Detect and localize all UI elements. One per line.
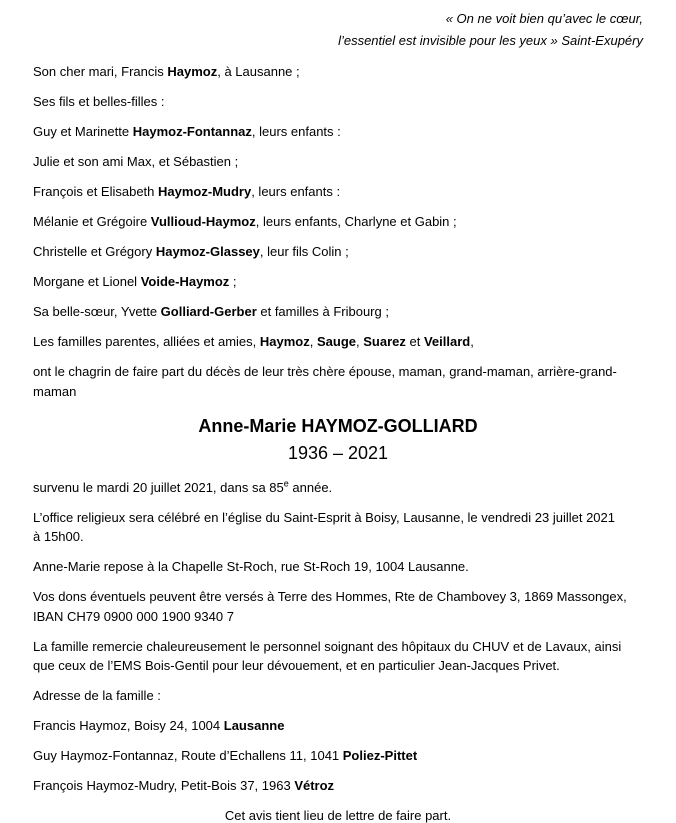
text-segment: ; xyxy=(229,274,237,289)
family-address-header xyxy=(33,686,643,706)
text-segment: et xyxy=(405,334,424,349)
family-surname: Haymoz-Glassey xyxy=(155,244,260,259)
family-surname: Sauge xyxy=(316,334,356,349)
grief-line-2: maman xyxy=(33,383,77,399)
address-francis-line xyxy=(33,716,643,736)
grandchild-melanie-line xyxy=(33,212,643,232)
sons-header-line xyxy=(33,92,643,112)
husband-line xyxy=(33,62,643,82)
text-segment: , xyxy=(470,334,474,349)
death-date-line xyxy=(33,478,643,498)
quote-line-1: « On ne voit bien qu’avec le cœur, xyxy=(445,11,643,26)
text-segment: Guy et Marinette xyxy=(33,124,133,139)
text-segment: , xyxy=(356,334,364,349)
text-segment: Son cher mari, Francis xyxy=(33,64,168,79)
ordinal-superscript: e xyxy=(283,478,289,489)
text-segment: Les familles parentes, alliées et amies, xyxy=(33,334,260,349)
text-segment: Christelle et Grégory xyxy=(33,244,156,259)
text-segment: Francis Haymoz, Boisy 24, 1004 xyxy=(33,718,224,733)
family-surname: Haymoz-Fontannaz xyxy=(132,124,252,139)
address-city: Poliez-Pittet xyxy=(342,748,418,763)
family-surname: Veillard xyxy=(423,334,471,349)
address-francois-line xyxy=(33,776,643,796)
text-segment: Guy Haymoz-Fontannaz, Route d’Echallens 11, 1041 xyxy=(33,748,343,763)
donations-iban-line: IBAN CH79 0900 000 1900 9340 7 xyxy=(33,608,234,624)
text-segment: Julie et son ami Max, et Sébastien ; xyxy=(33,154,239,169)
family-surname: Vullioud-Haymoz xyxy=(150,214,256,229)
text-segment: , à Lausanne ; xyxy=(217,64,300,79)
son-francois-line xyxy=(33,182,643,202)
sister-in-law-line xyxy=(33,302,643,322)
address-city: Lausanne xyxy=(223,718,285,733)
text-segment: , xyxy=(309,334,317,349)
family-surname: Suarez xyxy=(363,334,406,349)
family-surname: Haymoz xyxy=(167,64,218,79)
text-segment: Mélanie et Grégoire xyxy=(33,214,151,229)
thanks-paragraph xyxy=(33,637,643,676)
grandchild-morgane-line xyxy=(33,272,643,292)
text-segment: , leurs enfants : xyxy=(251,184,341,199)
family-surname: Golliard-Gerber xyxy=(160,304,257,319)
donations-line-1: Vos dons éventuels peuvent être versés à Terre des Hommes, Rte de Chambovey 3, 1869 Massongex, xyxy=(33,589,627,604)
text-segment: Anne-Marie repose à la Chapelle St-Roch, rue St-Roch 19, 1004 Lausanne. xyxy=(33,559,469,574)
family-surname: Haymoz xyxy=(259,334,310,349)
text-segment: Sa belle-sœur, Yvette xyxy=(33,304,161,319)
text-segment: François Haymoz-Mudry, Petit-Bois 37, 1963 xyxy=(33,778,295,793)
service-line-1: L’office religieux sera célébré en l’église du Saint-Esprit à Boisy, Lausanne, le vendredi 23 juillet 2021 xyxy=(33,509,615,525)
deceased-years: 1936 – 2021 xyxy=(287,442,389,463)
repose-line xyxy=(33,557,643,577)
religious-service-paragraph xyxy=(33,508,643,547)
address-guy-line xyxy=(33,746,643,766)
grandchild-christelle-line xyxy=(33,242,643,262)
closing-notice xyxy=(33,806,643,823)
son-guy-line xyxy=(33,122,643,142)
related-families-line xyxy=(33,332,643,352)
grief-paragraph xyxy=(33,362,643,401)
text-segment: Morgane et Lionel xyxy=(33,274,141,289)
text-segment: François et Elisabeth xyxy=(33,184,159,199)
grandchild-julie-line xyxy=(33,152,643,172)
address-city: Vétroz xyxy=(294,778,335,793)
deceased-name-title: Anne-Marie HAYMOZ-GOLLIARD xyxy=(198,415,478,436)
thanks-line-1: La famille remercie chaleureusement le personnel soignant des hôpitaux du CHUV et de Lavaux, ainsi xyxy=(33,638,622,654)
thanks-line-2: que ceux de l’EMS Bois-Gentil pour leur dévouement, et en particulier Jean-Jacques Privet. xyxy=(33,658,560,673)
text-segment: Ses fils et belles-filles : xyxy=(33,94,165,109)
service-line-2: à 15h00. xyxy=(33,529,84,544)
text-segment: année. xyxy=(288,479,333,495)
epigraph-quote xyxy=(33,8,643,52)
donations-paragraph xyxy=(33,587,643,626)
text-segment: , leurs enfants, Charlyne et Gabin ; xyxy=(255,214,457,229)
text-segment: et familles à Fribourg ; xyxy=(256,304,389,319)
text-segment: Adresse de la famille : xyxy=(33,688,161,703)
family-surname: Haymoz-Mudry xyxy=(158,184,252,199)
text-segment: , leur fils Colin ; xyxy=(259,244,349,259)
text-segment: Cet avis tient lieu de lettre de faire part. xyxy=(224,808,452,823)
text-segment: , leurs enfants : xyxy=(251,124,341,139)
grief-line-1: ont le chagrin de faire part du décès de leur très chère épouse, maman, grand-maman, arrière-grand- xyxy=(33,364,617,379)
text-segment: survenu le mardi 20 juillet 2021, dans sa 85 xyxy=(33,479,284,495)
quote-line-2: l’essentiel est invisible pour les yeux » Saint-Exupéry xyxy=(338,33,643,48)
family-surname: Voide-Haymoz xyxy=(140,274,230,289)
